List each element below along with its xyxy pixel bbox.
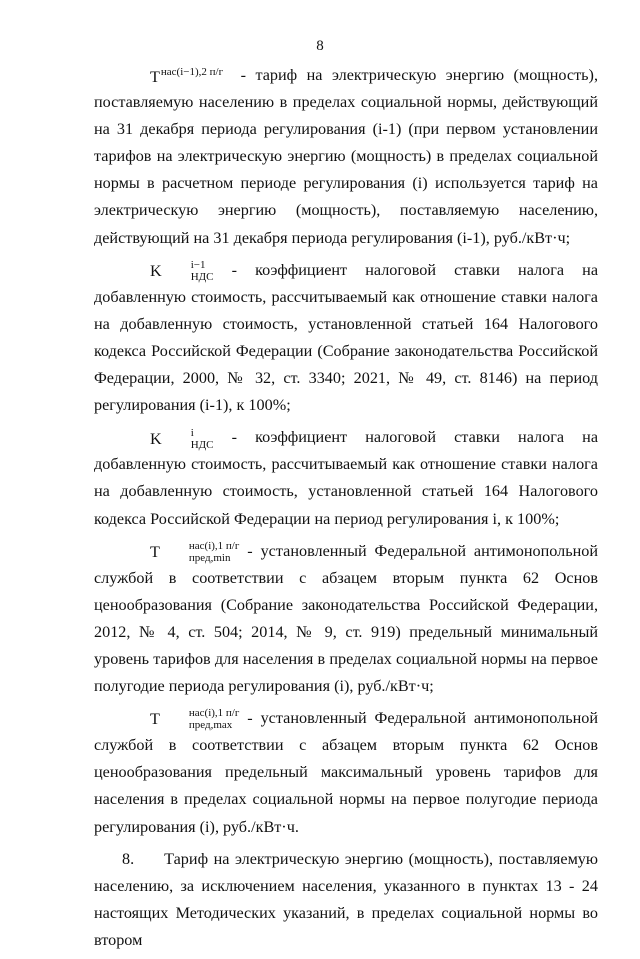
definition-text: - тариф на электрическую энергию (мощность), поставляемую населению в пределах социальной нормы, действующий на 31 декабря периода регулирования (i-1) (при первом установлении тарифов на электрическую энергию (мощность) в пределах социальной нормы в расчетном периоде регулирования (i) используется тариф на электрическую энергию (мощность), поставляемую населению, действующий на 31 декабря периода регулирования (i-1), руб./кВт·ч; bbox=[94, 66, 598, 247]
symbol-superscript: i−1 bbox=[190, 258, 206, 271]
symbol-tariff-min: T нас(i),1 п/г пред,min bbox=[150, 539, 240, 564]
paragraph-8 bbox=[94, 846, 598, 954]
symbol-vat-prev: K i−1 НДС bbox=[150, 258, 214, 283]
definition-tariff-prev bbox=[94, 62, 598, 252]
page-number: 8 bbox=[316, 38, 324, 54]
definition-text: - установленный Федеральной антимонопольной службой в соответствии с абзацем вторым пункта 62 Основ ценообразования (Собрание законодательства Российской Федерации, 2012, № 4, ст. 504; 2014, № 9, ст. 919) предельный минимальный уровень тарифов для населения в пределах социальной нормы на первое полугодие периода регулирования (i), руб./кВт·ч; bbox=[94, 541, 599, 696]
definition-tariff-min bbox=[94, 538, 598, 701]
symbol-subscript: пред,max bbox=[188, 719, 233, 732]
definition-text: - установленный Федеральной антимонопольной службой в соответствии с абзацем вторым пункта 62 Основ ценообразования предельный максимальный уровень тарифов для населения в пределах социальной нормы на первое полугодие периода регулирования (i), руб./кВт·ч. bbox=[94, 709, 599, 836]
document-body bbox=[94, 62, 598, 959]
symbol-tariff-max: T нас(i),1 п/г пред,max bbox=[150, 707, 240, 732]
definition-vat-prev bbox=[94, 257, 598, 420]
definition-vat-current bbox=[94, 424, 598, 532]
paragraph-number: 8. bbox=[122, 849, 135, 868]
symbol-superscript: i bbox=[190, 426, 194, 439]
symbol-superscript: нас(i),1 п/г bbox=[188, 539, 240, 552]
paragraph-text: Тариф на электрическую энергию (мощность), поставляемую населению, за исключением населения, указанного в пунктах 13 - 24 настоящих Методических указаний, в пределах социальной нормы во втором bbox=[94, 849, 598, 949]
symbol-subscript: НДС bbox=[190, 270, 214, 283]
definition-tariff-max bbox=[94, 705, 598, 840]
symbol-tariff-prev: $T^{нас(i-1),2 п/г}$ bbox=[150, 66, 224, 87]
definition-text: - коэффициент налоговой ставки налога на добавленную стоимость, рассчитываемый как отношение ставки налога на добавленную стоимость, установленной статьей 164 Налогового кодекса Российской Федерации (Собрание законодательства Российской Федерации, 2000, № 32, ст. 3340; 2021, № 49, ст. 8146) на период регулирования (i-1), к 100%; bbox=[94, 260, 599, 415]
symbol-subscript: НДС bbox=[190, 438, 214, 451]
definition-text: - коэффициент налоговой ставки налога на добавленную стоимость, рассчитываемый как отношение ставки налога на добавленную стоимость, установленной статьей 164 Налогового кодекса Российской Федерации на период регулирования i, к 100%; bbox=[94, 428, 599, 528]
symbol-superscript: нас(i−1),2 п/г bbox=[160, 66, 224, 79]
symbol-vat-current: K i НДС bbox=[150, 426, 214, 451]
symbol-subscript: пред,min bbox=[188, 551, 231, 564]
symbol-superscript: нас(i),1 п/г bbox=[188, 707, 240, 720]
